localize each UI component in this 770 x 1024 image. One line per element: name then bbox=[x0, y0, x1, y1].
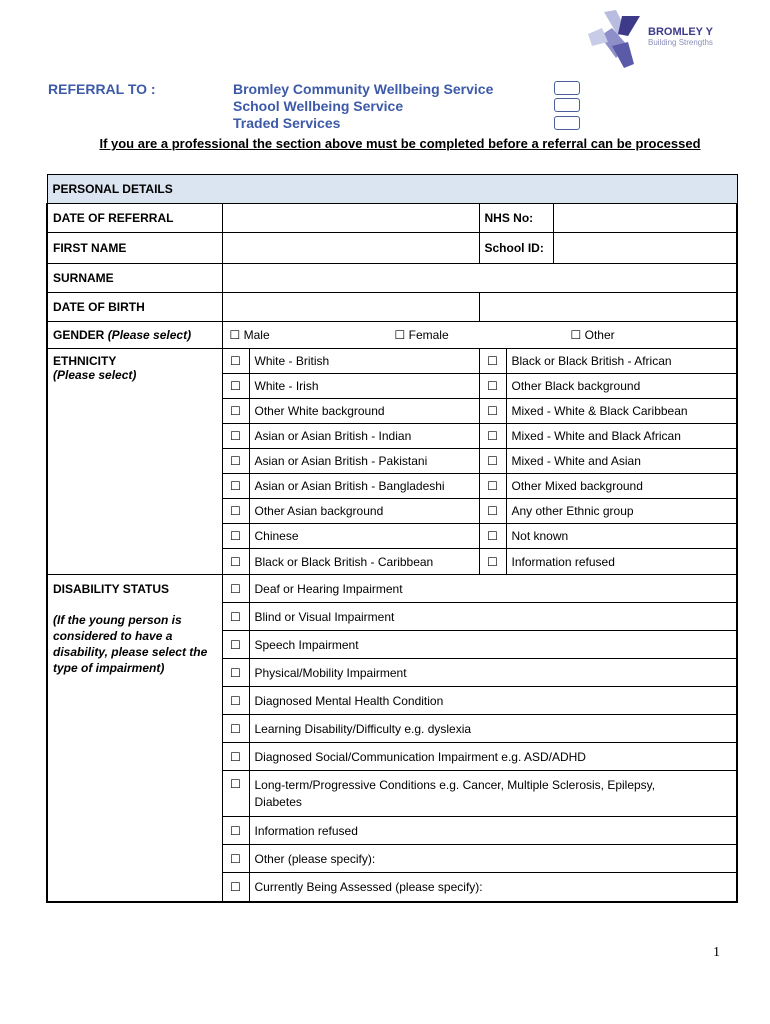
logo-tagline: Building Strengths bbox=[648, 38, 713, 47]
personal-details-table bbox=[46, 174, 738, 903]
checkbox-icon: ☐ bbox=[230, 581, 241, 596]
checkbox-icon: ☐ bbox=[230, 404, 241, 418]
checkbox-icon: ☐ bbox=[230, 749, 241, 764]
service-checkbox-3[interactable] bbox=[554, 116, 580, 130]
disability-checkbox[interactable] bbox=[222, 743, 249, 771]
ethnicity-checkbox[interactable] bbox=[479, 524, 506, 549]
ethnicity-label: ETHNICITY bbox=[53, 354, 117, 368]
date-of-birth-extra-field[interactable] bbox=[479, 293, 737, 322]
checkbox-icon: ☐ bbox=[487, 354, 498, 368]
disability-label-cell bbox=[47, 575, 222, 902]
ethnicity-option: Asian or Asian British - Pakistani bbox=[249, 449, 479, 474]
ethnicity-option: Not known bbox=[506, 524, 737, 549]
checkbox-icon: ☐ bbox=[230, 721, 241, 736]
disability-checkbox[interactable] bbox=[222, 603, 249, 631]
page-number: 1 bbox=[713, 945, 720, 960]
checkbox-icon: ☐ bbox=[394, 328, 406, 342]
disability-checkbox[interactable] bbox=[222, 631, 249, 659]
checkbox-icon: ☐ bbox=[230, 851, 241, 866]
ethnicity-option: Mixed - White and Asian bbox=[506, 449, 737, 474]
ethnicity-checkbox[interactable] bbox=[222, 374, 249, 399]
checkbox-icon: ☐ bbox=[230, 429, 241, 443]
school-id-label: School ID: bbox=[479, 233, 553, 264]
disability-checkbox[interactable] bbox=[222, 659, 249, 687]
disability-option: Learning Disability/Difficulty e.g. dyslexia bbox=[249, 715, 737, 743]
checkbox-icon: ☐ bbox=[570, 328, 582, 342]
disability-checkbox[interactable] bbox=[222, 873, 249, 902]
ethnicity-checkbox[interactable] bbox=[222, 349, 249, 374]
ethnicity-option: Mixed - White and Black African bbox=[506, 424, 737, 449]
gender-option-other[interactable]: ☐ Other bbox=[570, 328, 615, 342]
ethnicity-checkbox[interactable] bbox=[222, 499, 249, 524]
disability-option: Long-term/Progressive Conditions e.g. Cancer, Multiple Sclerosis, Epilepsy, Diabetes bbox=[249, 771, 737, 817]
disability-note: (If the young person is considered to have a disability, please select the type of impairment) bbox=[53, 613, 208, 675]
ethnicity-checkbox[interactable] bbox=[479, 424, 506, 449]
checkbox-icon: ☐ bbox=[487, 554, 498, 569]
ethnicity-option: Mixed - White & Black Caribbean bbox=[506, 399, 737, 424]
surname-field[interactable] bbox=[222, 264, 737, 293]
checkbox-icon: ☐ bbox=[230, 879, 241, 894]
date-of-referral-label: DATE OF REFERRAL bbox=[47, 204, 222, 233]
checkbox-icon: ☐ bbox=[230, 777, 241, 791]
disability-checkbox[interactable] bbox=[222, 845, 249, 873]
checkbox-icon: ☐ bbox=[487, 529, 498, 543]
disability-checkbox[interactable] bbox=[222, 715, 249, 743]
ethnicity-checkbox[interactable] bbox=[479, 349, 506, 374]
service-bromley-community: Bromley Community Wellbeing Service bbox=[233, 81, 494, 97]
checkbox-icon: ☐ bbox=[487, 479, 498, 493]
checkbox-icon: ☐ bbox=[487, 404, 498, 418]
disability-label: DISABILITY STATUS bbox=[53, 582, 170, 596]
checkbox-icon: ☐ bbox=[230, 823, 241, 838]
ethnicity-option: Black or Black British - Caribbean bbox=[249, 549, 479, 575]
professional-notice: If you are a professional the section above must be completed before a referral can be processed bbox=[99, 136, 701, 151]
ethnicity-checkbox[interactable] bbox=[479, 549, 506, 575]
disability-checkbox[interactable] bbox=[222, 687, 249, 715]
ethnicity-checkbox[interactable] bbox=[222, 424, 249, 449]
service-checkbox-2[interactable] bbox=[554, 98, 580, 112]
ethnicity-option: Asian or Asian British - Bangladeshi bbox=[249, 474, 479, 499]
checkbox-icon: ☐ bbox=[230, 529, 241, 543]
checkbox-icon: ☐ bbox=[230, 554, 241, 569]
gender-option-female[interactable]: ☐ Female bbox=[394, 328, 449, 342]
ethnicity-option: Other Mixed background bbox=[506, 474, 737, 499]
ethnicity-option: Other Asian background bbox=[249, 499, 479, 524]
checkbox-icon: ☐ bbox=[230, 693, 241, 708]
disability-option: Speech Impairment bbox=[249, 631, 737, 659]
disability-checkbox[interactable] bbox=[222, 575, 249, 603]
ethnicity-checkbox[interactable] bbox=[479, 399, 506, 424]
checkbox-icon: ☐ bbox=[230, 454, 241, 468]
service-traded: Traded Services bbox=[233, 115, 341, 131]
nhs-no-label: NHS No: bbox=[479, 204, 553, 233]
first-name-label: FIRST NAME bbox=[47, 233, 222, 264]
service-checkbox-1[interactable] bbox=[554, 81, 580, 95]
ethnicity-label-cell bbox=[47, 349, 222, 575]
date-of-birth-label: DATE OF BIRTH bbox=[47, 293, 222, 322]
ethnicity-checkbox[interactable] bbox=[222, 524, 249, 549]
ethnicity-option: Any other Ethnic group bbox=[506, 499, 737, 524]
nhs-no-field[interactable] bbox=[553, 204, 737, 233]
checkbox-icon: ☐ bbox=[229, 328, 241, 342]
checkbox-icon: ☐ bbox=[487, 454, 498, 468]
gender-note: (Please select) bbox=[107, 328, 192, 342]
first-name-field[interactable] bbox=[222, 233, 479, 264]
ethnicity-option: White - British bbox=[249, 349, 479, 374]
checkbox-icon: ☐ bbox=[230, 479, 241, 493]
ethnicity-checkbox[interactable] bbox=[222, 399, 249, 424]
date-of-referral-field[interactable] bbox=[222, 204, 479, 233]
disability-option: Currently Being Assessed (please specify): bbox=[249, 873, 737, 902]
checkbox-icon: ☐ bbox=[230, 354, 241, 368]
checkbox-icon: ☐ bbox=[487, 504, 498, 518]
logo-name: BROMLEY Y bbox=[648, 26, 713, 38]
school-id-field[interactable] bbox=[553, 233, 737, 264]
ethnicity-checkbox[interactable] bbox=[222, 549, 249, 575]
checkbox-icon: ☐ bbox=[230, 504, 241, 518]
disability-option: Other (please specify): bbox=[249, 845, 737, 873]
gender-label: GENDER (Please select) bbox=[47, 322, 222, 349]
checkbox-icon: ☐ bbox=[230, 609, 241, 624]
ethnicity-option: White - Irish bbox=[249, 374, 479, 399]
disability-checkbox[interactable] bbox=[222, 817, 249, 845]
checkbox-icon: ☐ bbox=[230, 637, 241, 652]
disability-option: Diagnosed Mental Health Condition bbox=[249, 687, 737, 715]
ethnicity-option: Other White background bbox=[249, 399, 479, 424]
disability-option: Deaf or Hearing Impairment bbox=[249, 575, 737, 603]
checkbox-icon: ☐ bbox=[230, 379, 241, 393]
disability-option: Diagnosed Social/Communication Impairment e.g. ASD/ADHD bbox=[249, 743, 737, 771]
ethnicity-checkbox[interactable] bbox=[222, 474, 249, 499]
ethnicity-checkbox[interactable] bbox=[479, 374, 506, 399]
gender-options bbox=[222, 322, 737, 349]
disability-checkbox[interactable] bbox=[222, 771, 249, 817]
ethnicity-option: Asian or Asian British - Indian bbox=[249, 424, 479, 449]
ethnicity-option: Black or Black British - African bbox=[506, 349, 737, 374]
checkbox-icon: ☐ bbox=[230, 665, 241, 680]
service-school-wellbeing: School Wellbeing Service bbox=[233, 98, 404, 114]
disability-option: Blind or Visual Impairment bbox=[249, 603, 737, 631]
surname-label: SURNAME bbox=[47, 264, 222, 293]
gender-option-male[interactable]: ☐ Male bbox=[229, 328, 270, 342]
disability-option: Physical/Mobility Impairment bbox=[249, 659, 737, 687]
checkbox-icon: ☐ bbox=[487, 429, 498, 443]
ethnicity-checkbox[interactable] bbox=[479, 474, 506, 499]
ethnicity-note: (Please select) bbox=[53, 368, 137, 382]
ethnicity-option: Chinese bbox=[249, 524, 479, 549]
section-title: PERSONAL DETAILS bbox=[47, 175, 737, 204]
checkbox-icon: ☐ bbox=[487, 379, 498, 393]
ethnicity-option: Other Black background bbox=[506, 374, 737, 399]
referral-to-label: REFERRAL TO : bbox=[48, 81, 156, 97]
ethnicity-checkbox[interactable] bbox=[222, 449, 249, 474]
ethnicity-checkbox[interactable] bbox=[479, 499, 506, 524]
date-of-birth-field[interactable] bbox=[222, 293, 479, 322]
ethnicity-option: Information refused bbox=[506, 549, 737, 575]
disability-option: Information refused bbox=[249, 817, 737, 845]
ethnicity-checkbox[interactable] bbox=[479, 449, 506, 474]
